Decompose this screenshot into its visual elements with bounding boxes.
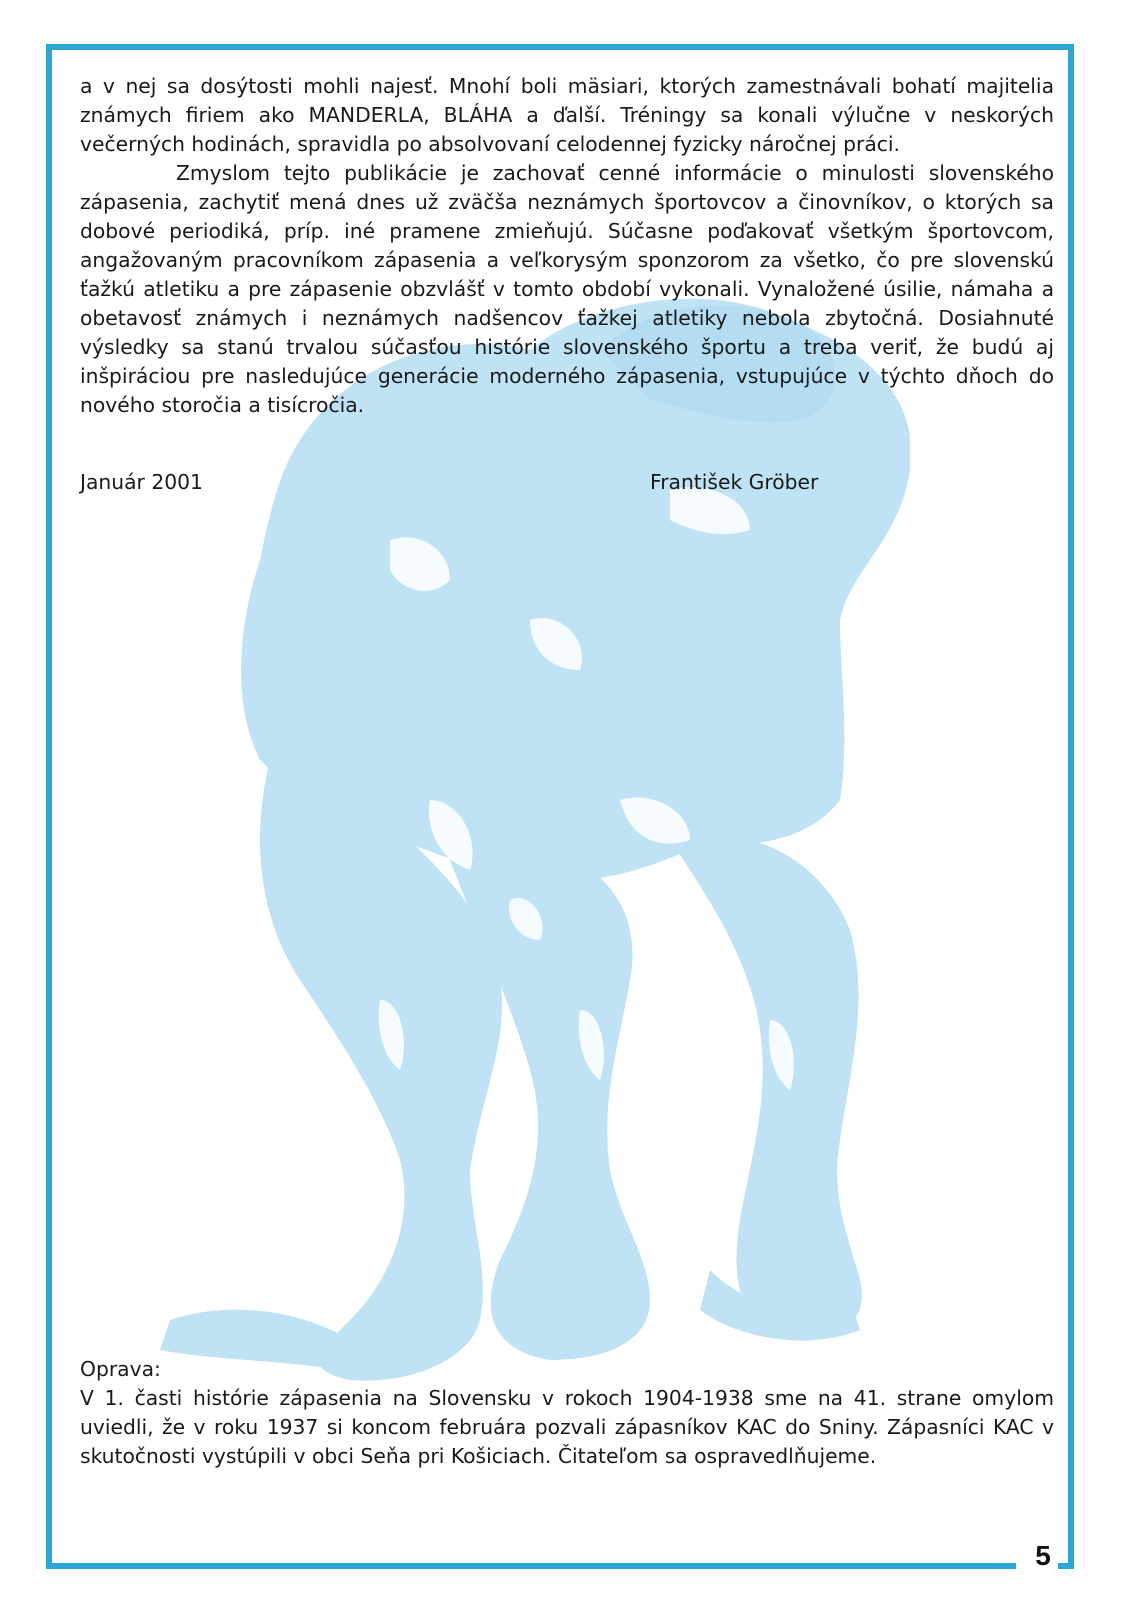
page-number: 5 — [1035, 1540, 1051, 1571]
paragraph-2: Zmyslom tejto publikácie je zachovať cenné informácie o minulosti slovenského zápasenia, zachytiť mená dnes už zväčša neznámych športovcov a činovníkov, o ktorých sa dobové periodiká, príp. iné pramene zmieňujú. Súčasne poďakovať všetkým športovcom, angažovaným pracovníkom zápasenia a veľkorysým sponzorom za všetko, čo pre slovenskú ťažkú atletiku a pre zápasenie obzvlášť v tomto období vykonali. Vynaložené úsilie, námaha a obetavosť známych i neznámych nadšencov ťažkej atletiky nebola zbytočná. Dosiahnuté výsledky sa stanú trvalou súčasťou histórie slovenského športu a treba veriť, že budú aj inšpiráciou pre nasledujúce generácie moderného zápasenia, vstupujúce v týchto dňoch do nového storočia a tisícročia. — [80, 161, 1054, 417]
signature-row — [80, 470, 1054, 500]
signature-author: František Gröber — [650, 470, 819, 494]
errata-text: V 1. časti histórie zápasenia na Slovensku v rokoch 1904-1938 sme na 41. strane omylom uviedli, že v roku 1937 si koncom februára pozvali zápasníkov KAC do Sniny. Zápasníci KAC v skutočnosti vystúpili v obci Seňa pri Košiciach. Čitateľom sa ospravedlňujeme. — [80, 1386, 1054, 1468]
signature-date: Január 2001 — [80, 470, 203, 494]
page-frame-right — [1068, 44, 1074, 1569]
errata — [80, 1355, 1054, 1471]
paragraph-1: a v nej sa dosýtosti mohli najesť. Mnohí boli mäsiari, ktorých zamestnávali bohatí majitelia známych firiem ako MANDERLA, BLÁHA a ďalší. Tréningy sa konali výlučne v neskorých večerných hodinách, spravidla po absolvovaní celodennej fyzicky náročnej práci. — [80, 74, 1054, 156]
page-frame-left — [46, 44, 52, 1569]
page-frame-bottom — [46, 1563, 1016, 1569]
errata-heading: Oprava: — [80, 1357, 161, 1381]
page-frame-bottom-end — [1058, 1563, 1074, 1569]
main-text — [80, 72, 1054, 420]
page-frame-top — [46, 44, 1074, 50]
